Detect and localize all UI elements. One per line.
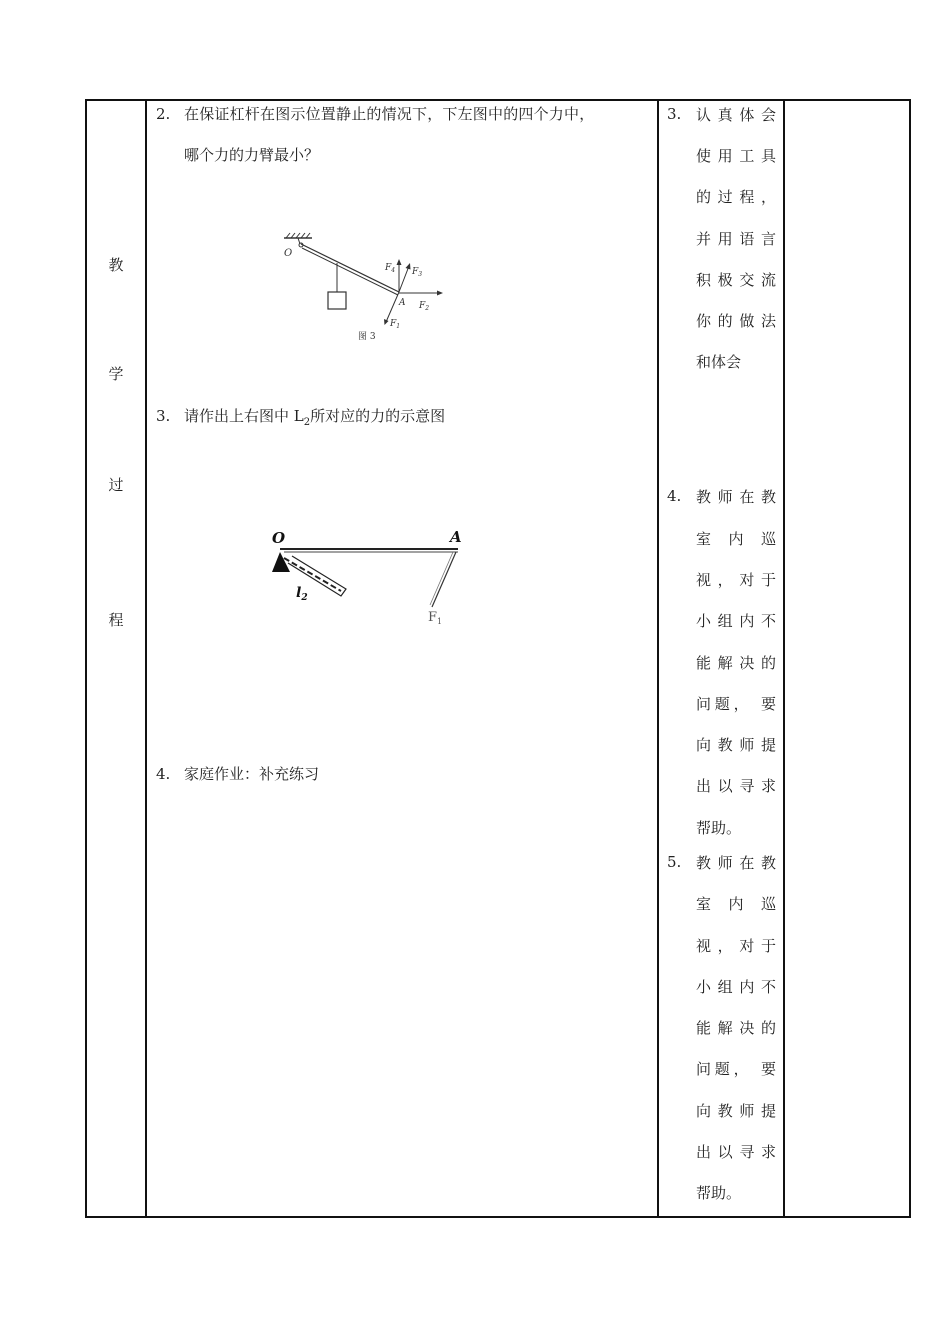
fig1-label-O: O	[284, 248, 293, 259]
fig1-label-F2: F	[419, 301, 426, 311]
svg-text:F4	[384, 263, 395, 274]
section-label-char-3: 过	[108, 476, 124, 494]
lever-figure-2	[262, 525, 472, 630]
svg-text:F2	[418, 301, 429, 312]
note-4-line-7: 向教师提	[696, 736, 776, 754]
question-3-text	[184, 406, 445, 433]
question-2-number: 2.	[156, 105, 171, 123]
lever-figure-1	[278, 232, 448, 344]
table-col-divider-1	[145, 99, 147, 1218]
note-5-number: 5.	[667, 853, 682, 871]
note-4-line-8: 出以寻求	[696, 777, 776, 795]
note-4-line-6: 问题， 要	[696, 695, 776, 713]
table-col-divider-2	[657, 99, 659, 1218]
fig1-label-F4-sub: 4	[391, 267, 396, 274]
table-left-border	[85, 99, 87, 1218]
question-2-line-2: 哪个力的力臂最小？	[184, 146, 320, 164]
section-label-char-4: 程	[108, 611, 124, 629]
note-4-line-3: 视，对于	[696, 571, 776, 589]
fig1-label-F1-sub: 1	[396, 323, 401, 330]
note-5-line-9: 帮助。	[696, 1184, 742, 1202]
note-5-line-5: 能解决的	[696, 1019, 776, 1037]
question-3-number: 3.	[156, 407, 171, 425]
fig1-label-F1: F	[390, 319, 397, 329]
note-3-line-1: 认真体会	[696, 106, 776, 124]
question-3-text-before: 请作出上右图中 L	[184, 407, 304, 425]
note-3-line-5: 积极交流	[696, 271, 776, 289]
fig1-label-F2-sub: 2	[425, 305, 430, 312]
note-5-line-7: 向教师提	[696, 1102, 776, 1120]
question-2-line-1: 在保证杠杆在图示位置静止的情况下，下左图中的四个力中，	[184, 105, 595, 123]
question-4-text: 家庭作业：补充练习	[184, 765, 320, 783]
note-3-number: 3.	[667, 105, 682, 123]
svg-text:F1	[389, 319, 400, 330]
note-5-line-2: 室 内 巡	[696, 895, 776, 913]
table-col-divider-3	[783, 99, 785, 1218]
fig2-label-F1: F	[428, 610, 438, 625]
fig2-label-l2-sub: 2	[301, 593, 308, 603]
section-label-char-1: 教	[108, 256, 124, 274]
fig2-label-F1-sub: 1	[437, 617, 443, 626]
svg-text:F3	[411, 267, 422, 278]
fig1-label-A: A	[399, 298, 406, 308]
question-3-subscript: 2	[303, 417, 311, 428]
note-3-line-3: 的过程，	[696, 188, 776, 206]
note-3-line-6: 你的做法	[696, 312, 776, 330]
section-label-char-2: 学	[108, 365, 124, 383]
note-4-line-5: 能解决的	[696, 654, 776, 672]
note-4-line-4: 小组内不	[696, 612, 776, 630]
note-4-line-9: 帮助。	[696, 819, 742, 837]
note-5-line-4: 小组内不	[696, 978, 776, 996]
note-5-line-8: 出以寻求	[696, 1143, 776, 1161]
question-4-number: 4.	[156, 765, 171, 783]
fig1-label-F3-sub: 3	[418, 271, 423, 278]
fig2-label-l2: l	[296, 585, 302, 601]
svg-text:F1	[428, 610, 442, 626]
question-3-text-after: 所对应的力的示意图	[310, 407, 446, 425]
note-5-line-1: 教师在教	[696, 854, 776, 872]
table-right-border	[909, 99, 911, 1218]
note-5-line-3: 视，对于	[696, 937, 776, 955]
fig1-caption: 图 3	[358, 332, 376, 342]
note-3-line-4: 并用语言	[696, 230, 776, 248]
table-bottom-border	[85, 1216, 911, 1218]
note-4-line-2: 室 内 巡	[696, 530, 776, 548]
note-5-line-6: 问题， 要	[696, 1060, 776, 1078]
fig2-label-A: A	[450, 528, 462, 546]
note-4-number: 4.	[667, 487, 682, 505]
svg-text:l2	[296, 585, 308, 603]
note-3-line-2: 使用工具	[696, 147, 776, 165]
note-3-line-7: 和体会	[696, 353, 742, 371]
note-4-line-1: 教师在教	[696, 488, 776, 506]
table-top-border	[85, 99, 911, 101]
fig1-label-F4: F	[385, 263, 392, 273]
fig1-label-F3: F	[412, 267, 419, 277]
fig2-label-O: O	[272, 529, 286, 547]
